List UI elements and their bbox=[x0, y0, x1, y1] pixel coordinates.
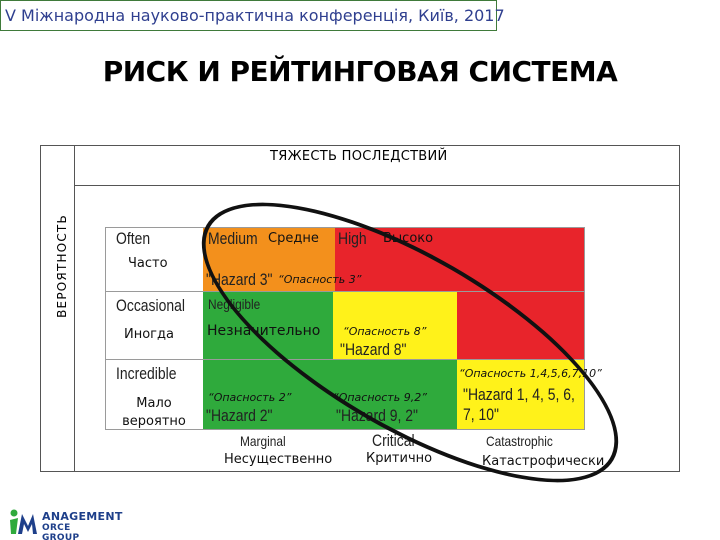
cell-label-en: 7, 10" bbox=[463, 405, 499, 424]
row-label-en: Occasional bbox=[116, 296, 185, 315]
column-label-en: Critical bbox=[372, 431, 415, 450]
logo-mark-icon bbox=[8, 508, 38, 536]
grid-line bbox=[105, 227, 106, 429]
cell-label-en: High bbox=[338, 229, 367, 248]
column-label-en: Marginal bbox=[240, 433, 286, 449]
cell-label-en: "Hazard 8" bbox=[340, 340, 407, 359]
logo-text: ORCE GROUP bbox=[42, 523, 80, 540]
column-label-en: Catastrophic bbox=[486, 433, 553, 449]
cell-label-ru: “Опасность 1,4,5,6,7,10” bbox=[459, 367, 602, 380]
cell-label-en: "Hazard 3" bbox=[206, 270, 273, 289]
probability-axis-title: ВЕРОЯТНОСТЬ bbox=[55, 214, 69, 318]
row-label-ru: Иногда bbox=[124, 327, 174, 342]
cell-label-en: "Hazard 1, 4, 5, 6, bbox=[463, 385, 575, 404]
logo-text: ANAGEMENT bbox=[42, 510, 123, 523]
row-label-en: Often bbox=[116, 229, 151, 248]
row-label-ru: Мало вероятно bbox=[122, 396, 186, 429]
cell-label-ru: “Опасность 8” bbox=[343, 325, 427, 338]
management-force-group-logo bbox=[8, 508, 123, 540]
severity-axis-title: ТЯЖЕСТЬ ПОСЛЕДСТВИЙ bbox=[270, 149, 448, 164]
cell-label-en: Medium bbox=[208, 229, 258, 248]
cell-label-ru: “Опасность 3” bbox=[278, 273, 362, 286]
cell-label-en: "Hazard 9, 2" bbox=[336, 406, 418, 425]
cell-label-en: Negligible bbox=[208, 296, 261, 312]
column-label-ru: Критично bbox=[366, 451, 433, 466]
cell-label-en: "Hazard 2" bbox=[206, 406, 273, 425]
cell-label-ru: Средне bbox=[268, 231, 319, 246]
column-label-ru: Катастрофически bbox=[482, 454, 605, 469]
cell-label-ru: “Опасность 9,2” bbox=[333, 391, 427, 404]
row-label-en: Incredible bbox=[116, 364, 177, 383]
conference-banner: V Міжнародна науково-практична конференція, Київ, 2017 bbox=[0, 0, 497, 31]
column-label-ru: Несущественно bbox=[224, 452, 333, 467]
cell-label-ru: Незначительно bbox=[207, 323, 321, 339]
cell-label-ru: “Опасность 2” bbox=[208, 391, 292, 404]
row-label-ru: Часто bbox=[128, 256, 168, 271]
cell-label-ru: Высоко bbox=[383, 231, 434, 246]
slide-title: РИСК И РЕЙТИНГОВАЯ СИСТЕМА bbox=[102, 55, 618, 88]
